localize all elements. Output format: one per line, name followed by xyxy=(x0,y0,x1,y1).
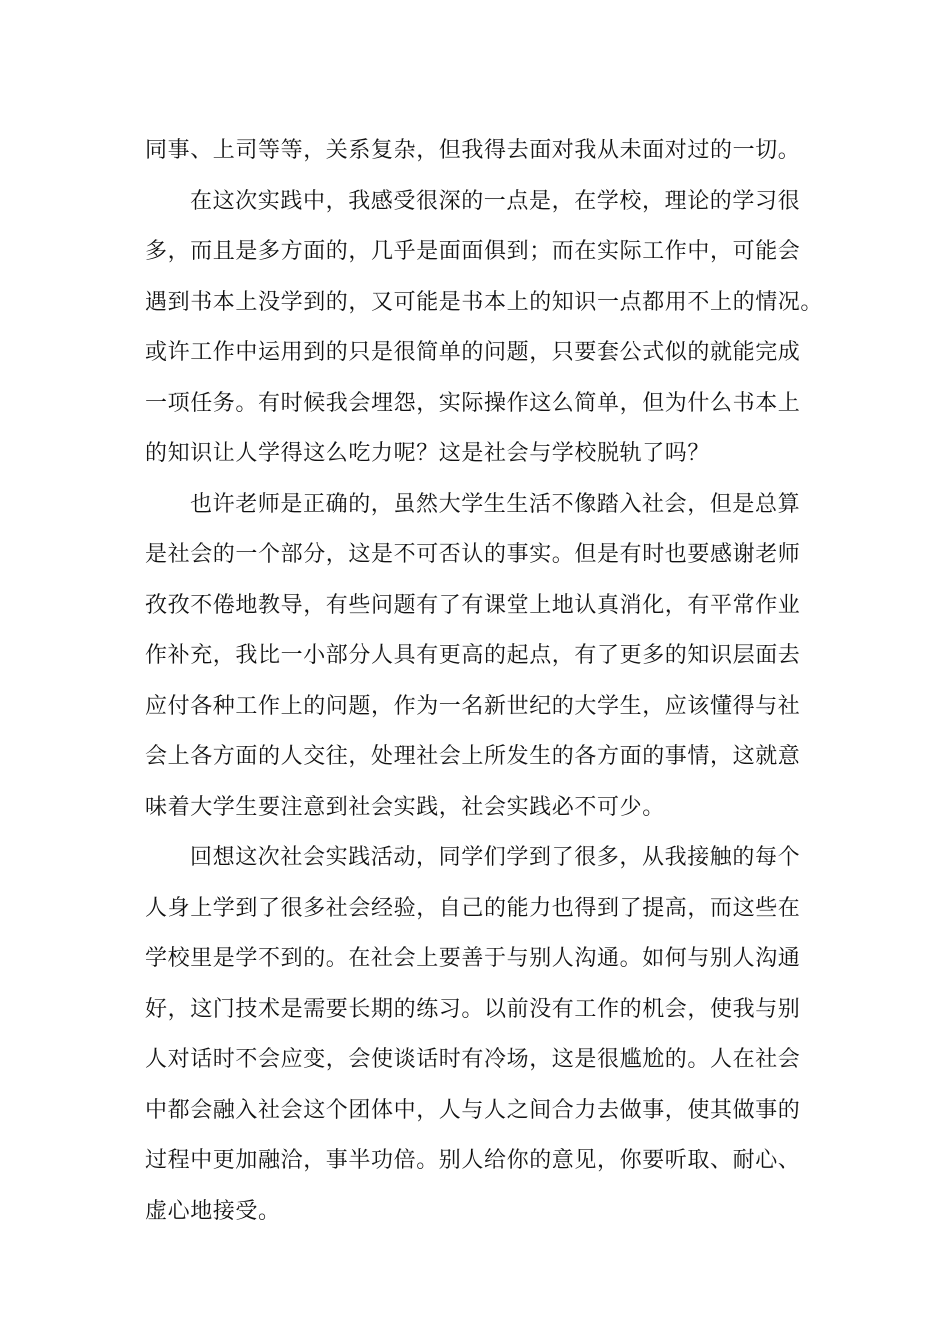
text-line: 中都会融入社会这个团体中，人与人之间合力去做事，使其做事的 xyxy=(145,1097,801,1123)
paragraph-start-line: 在这次实践中，我感受很深的一点是，在学校，理论的学习很 xyxy=(190,188,801,214)
text-line: 人对话时不会应变，会使谈话时有冷场，这是很尴尬的。人在社会 xyxy=(145,1047,801,1072)
document-body xyxy=(145,126,824,1237)
text-line: 好，这门技术是需要长期的练习。以前没有工作的机会，使我与别 xyxy=(145,996,801,1022)
text-line: 作补充，我比一小部分人具有更高的起点，有了更多的知识层面去 xyxy=(145,643,801,668)
text-line: 多，而且是多方面的，几乎是面面俱到；而在实际工作中，可能会 xyxy=(145,239,801,264)
text-line: 过程中更加融洽，事半功倍。别人给你的意见，你要听取、耐心、 xyxy=(145,1148,801,1173)
text-line: 会上各方面的人交往，处理社会上所发生的各方面的事情，这就意 xyxy=(145,744,801,769)
text-line: 人身上学到了很多社会经验，自己的能力也得到了提高，而这些在 xyxy=(145,895,801,921)
text-line: 遇到书本上没学到的，又可能是书本上的知识一点都用不上的情况。 xyxy=(145,289,824,315)
text-line: 或许工作中运用到的只是很简单的问题，只要套公式似的就能完成 xyxy=(145,340,801,365)
text-line: 一项任务。有时候我会埋怨，实际操作这么简单，但为什么书本上 xyxy=(145,390,801,416)
text-line: 虚心地接受。 xyxy=(145,1198,281,1224)
text-line: 学校里是学不到的。在社会上要善于与别人沟通。如何与别人沟通 xyxy=(145,946,801,971)
text-line: 的知识让人学得这么吃力呢？这是社会与学校脱轨了吗？ xyxy=(145,441,711,466)
text-line: 同事、上司等等，关系复杂，但我得去面对我从未面对过的一切。 xyxy=(145,138,801,163)
text-line: 孜孜不倦地教导，有些问题有了有课堂上地认真消化，有平常作业 xyxy=(145,592,801,618)
text-line: 应付各种工作上的问题，作为一名新世纪的大学生，应该懂得与社 xyxy=(145,693,801,719)
text-line: 味着大学生要注意到社会实践，社会实践必不可少。 xyxy=(145,794,665,820)
text-line: 是社会的一个部分，这是不可否认的事实。但是有时也要感谢老师 xyxy=(145,542,801,567)
paragraph-start-line: 回想这次社会实践活动，同学们学到了很多，从我接触的每个 xyxy=(190,845,801,870)
paragraph-start-line: 也许老师是正确的，虽然大学生生活不像踏入社会，但是总算 xyxy=(190,491,801,517)
